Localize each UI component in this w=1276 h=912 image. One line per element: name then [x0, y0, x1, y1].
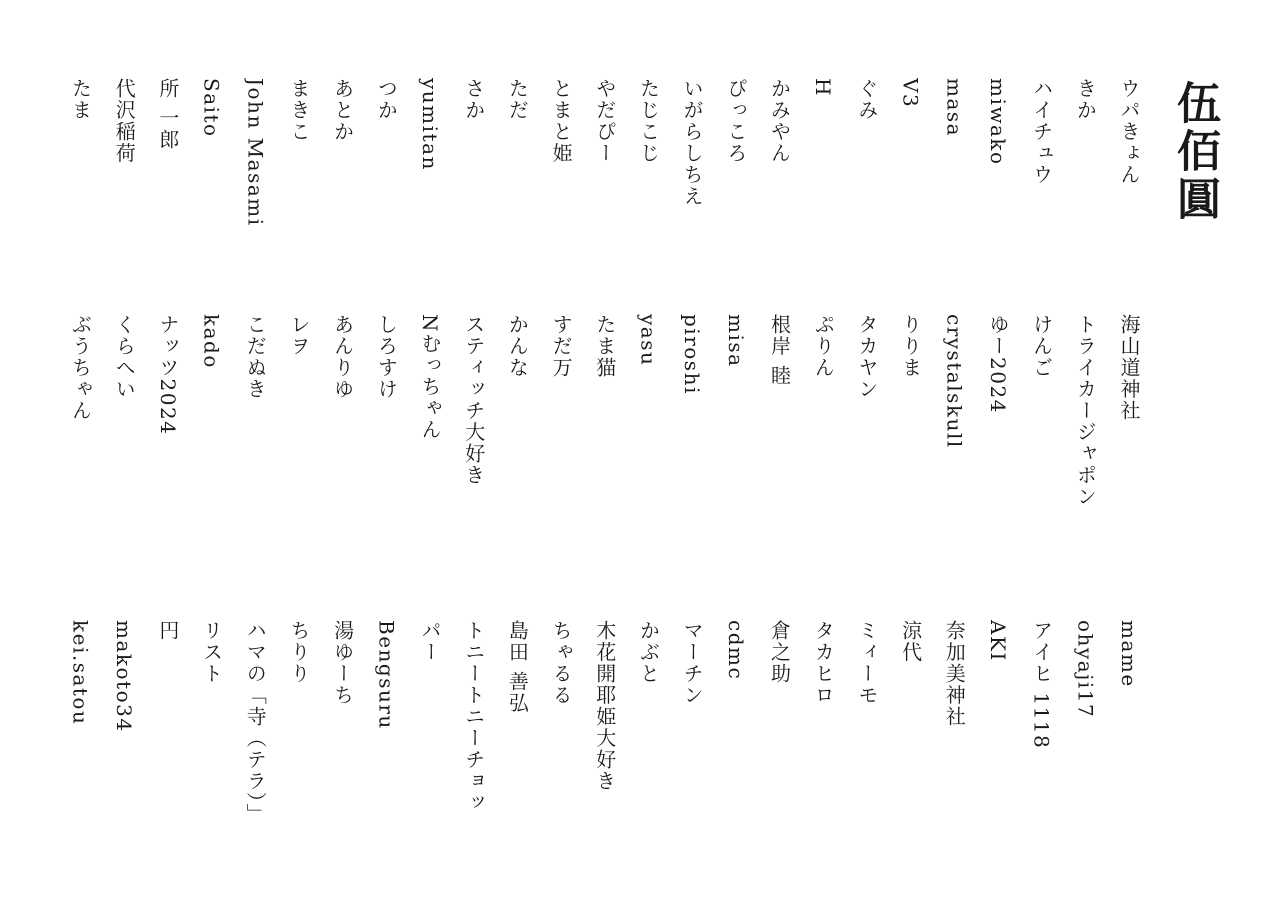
donor-name: とまと姫	[549, 78, 574, 164]
donor-name: ちりり	[286, 620, 311, 685]
donor-name: ちゃるる	[549, 620, 574, 706]
donor-name: かみやん	[767, 78, 792, 164]
donor-name: たま	[68, 78, 93, 121]
donor-name: ゆー2024	[985, 314, 1010, 414]
donor-name: ぷりん	[811, 314, 836, 379]
donor-name: つか	[374, 78, 399, 121]
donor-name: アイヒ 1118	[1029, 620, 1054, 750]
donor-name: piroshi	[680, 314, 705, 395]
donor-name: ぶうちゃん	[68, 314, 93, 422]
donor-name: ぴっころ	[723, 78, 748, 164]
donor-name: かぶと	[636, 620, 661, 685]
donor-name: タカヤン	[854, 314, 879, 400]
page-title: 伍佰圓	[1169, 80, 1220, 224]
donor-name: Nむっちゃん	[418, 314, 442, 441]
donor-name: たじこじ	[636, 78, 661, 164]
donor-name: 円	[155, 620, 180, 642]
donor-name: いがらしちえ	[680, 78, 705, 207]
donor-name: kado	[199, 314, 224, 369]
donor-name: yumitan	[418, 78, 442, 171]
donor-name: makoto34	[112, 620, 137, 733]
donor-name: たま猫	[592, 314, 617, 379]
donor-name: くらへい	[112, 314, 137, 400]
donor-name: 島田 善弘	[505, 620, 530, 714]
donor-name: 所 一郎	[155, 78, 180, 151]
donor-name: さか	[461, 78, 486, 121]
donor-name: リスト	[199, 620, 224, 685]
donor-name: John Masami	[243, 78, 268, 227]
donor-name: Saito	[199, 78, 224, 138]
donor-name: miwako	[985, 78, 1010, 166]
donor-name: パー	[418, 620, 442, 663]
donor-name: 海山道神社	[1117, 314, 1141, 422]
name-block-top	[58, 78, 1150, 308]
donor-name: しろすけ	[374, 314, 399, 400]
donor-name: ウパきょん	[1117, 78, 1141, 186]
donor-name: 木花開耶姫大好き	[592, 620, 617, 792]
donor-name: kei.satou	[68, 620, 93, 726]
donor-name: V3	[898, 78, 923, 109]
donor-name: きか	[1073, 78, 1098, 121]
donor-name: あんりゆ	[330, 314, 355, 400]
donor-name: 代沢稲荷	[112, 78, 137, 164]
donor-name: やだぴー	[592, 78, 617, 164]
donor-name: ミィーモ	[854, 620, 879, 706]
donor-name: H	[811, 78, 836, 97]
donor-name: ohyaji17	[1073, 620, 1098, 719]
donor-name: ハマの「寺（テラ）」	[243, 620, 268, 825]
donor-name: 倉之助	[767, 620, 792, 685]
donor-name: AKI	[985, 620, 1010, 662]
donor-name: レヲ	[286, 314, 311, 357]
donor-name: トニートニーチョッ	[461, 620, 486, 814]
donor-name: 奈加美神社	[942, 620, 967, 728]
donor-name: mame	[1117, 620, 1141, 688]
name-block-middle	[58, 314, 1150, 614]
donor-name: まきこ	[286, 78, 311, 143]
donor-name: こだぬき	[243, 314, 268, 400]
donor-name: りりま	[898, 314, 923, 379]
donor-name: ただ	[505, 78, 530, 121]
donor-name: ぐみ	[854, 78, 879, 121]
donor-name: けんご	[1029, 314, 1054, 379]
donor-name: ハイチュウ	[1029, 78, 1054, 186]
donor-name: masa	[942, 78, 967, 138]
donor-name: 涼代	[898, 620, 923, 663]
donor-name: 根岸 睦	[767, 314, 792, 387]
donor-name: マーチン	[680, 620, 705, 706]
donor-name: misa	[723, 314, 748, 368]
donor-name: かんな	[505, 314, 530, 379]
donor-name: Bengsuru	[374, 620, 399, 730]
donor-name: スティッチ大好き	[461, 314, 486, 486]
donor-name: タカヒロ	[811, 620, 836, 706]
donor-name: crystalskull	[942, 314, 967, 449]
donor-name: すだ万	[549, 314, 574, 379]
donor-name: cdmc	[723, 620, 748, 681]
donor-name: yasu	[636, 314, 661, 367]
donor-name: トライカージャポン	[1073, 314, 1098, 508]
name-block-bottom	[58, 620, 1150, 900]
donor-name: 湯ゆーち	[330, 620, 355, 706]
donor-name: ナッツ2024	[155, 314, 180, 436]
donor-name: あとか	[330, 78, 355, 143]
